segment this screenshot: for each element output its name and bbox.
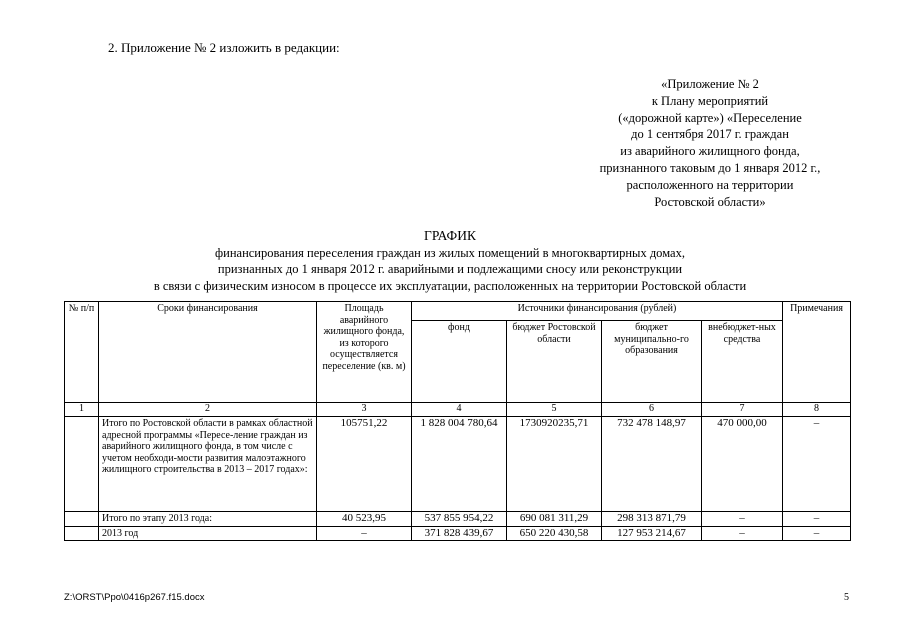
appendix-line: «Приложение № 2: [661, 77, 759, 91]
subtitle-line: в связи с физическим износом в процессе их эксплуатации, расположенных на территории Ростовской области: [153, 278, 747, 293]
row-regional: 1730920235,71: [507, 417, 602, 512]
subtitle-line: финансирования переселения граждан из жилых помещений в многоквартирных домах,: [215, 246, 685, 260]
col-number: 7: [702, 403, 783, 417]
row-period: 2013 год: [99, 526, 317, 541]
row-notes: –: [783, 417, 851, 512]
row-num: [65, 417, 99, 512]
col-number: 3: [317, 403, 412, 417]
row-fund: 371 828 439,67: [412, 526, 507, 541]
row-municipal: 732 478 148,97: [602, 417, 702, 512]
col-number: 5: [507, 403, 602, 417]
header-fund: фонд: [412, 321, 507, 403]
page-number: 5: [844, 592, 849, 603]
col-number: 4: [412, 403, 507, 417]
row-period: Итого по Ростовской области в рамках областной адресной программы «Пересе-ление граждан из аварийного жилищного фонда, в том числе с учетом необходи-мости развития малоэтажного жилищного строительства в 2013 – 2017 годах»:: [99, 417, 317, 512]
row-fund: 1 828 004 780,64: [412, 417, 507, 512]
row-regional: 650 220 430,58: [507, 526, 602, 541]
row-fund: 537 855 954,22: [412, 512, 507, 527]
header-sources: Источники финансирования (рублей): [412, 302, 783, 321]
col-number: 6: [602, 403, 702, 417]
row-municipal: 298 313 871,79: [602, 512, 702, 527]
financing-table: [64, 301, 851, 541]
row-extra: –: [702, 512, 783, 527]
col-number: 1: [65, 403, 99, 417]
header-notes: Примечания: [783, 302, 851, 403]
table-row: [65, 526, 851, 541]
row-num: [65, 512, 99, 527]
header-regional: бюджет Ростовской области: [507, 321, 602, 403]
column-numbers-row: [65, 403, 851, 417]
appendix-line: («дорожной карте») «Переселение: [618, 110, 802, 125]
row-regional: 690 081 311,29: [507, 512, 602, 527]
table-row: [65, 417, 851, 512]
appendix-line: признанного таковым до 1 января 2012 г.,: [599, 160, 821, 175]
appendix-line: до 1 сентября 2017 г. граждан: [631, 127, 789, 142]
row-extra: 470 000,00: [702, 417, 783, 512]
intro-text: 2. Приложение № 2 изложить в редакции:: [108, 40, 340, 55]
row-municipal: 127 953 214,67: [602, 526, 702, 541]
appendix-block: [560, 76, 860, 210]
row-notes: –: [783, 526, 851, 541]
header-municipal: бюджет муниципально-го образования: [602, 321, 702, 403]
appendix-line: расположенного на территории: [626, 177, 794, 192]
table-row: [65, 512, 851, 527]
row-area: 105751,22: [317, 417, 412, 512]
header-num: № п/п: [65, 302, 99, 403]
appendix-line: к Плану мероприятий: [651, 93, 769, 108]
row-period: Итого по этапу 2013 года:: [99, 512, 317, 527]
row-area: 40 523,95: [317, 512, 412, 527]
document-title: ГРАФИК: [424, 228, 476, 243]
col-number: 2: [99, 403, 317, 417]
subtitle-line: признанных до 1 января 2012 г. аварийными и подлежащими сносу или реконструкции: [217, 262, 683, 277]
file-path-footer: Z:\ORST\Ppo\0416p267.f15.docx: [64, 592, 205, 603]
header-extra: внебюджет-ных средства: [702, 321, 783, 403]
row-num: [65, 526, 99, 541]
row-extra: –: [702, 526, 783, 541]
appendix-line: из аварийного жилищного фонда,: [620, 144, 800, 159]
header-area: Площадь аварийного жилищного фонда, из которого осуществляется переселение (кв. м): [317, 302, 412, 403]
document-subtitle: [60, 245, 840, 294]
appendix-line: Ростовской области»: [654, 194, 766, 209]
row-area: –: [317, 526, 412, 541]
header-period: Сроки финансирования: [99, 302, 317, 403]
row-notes: –: [783, 512, 851, 527]
col-number: 8: [783, 403, 851, 417]
